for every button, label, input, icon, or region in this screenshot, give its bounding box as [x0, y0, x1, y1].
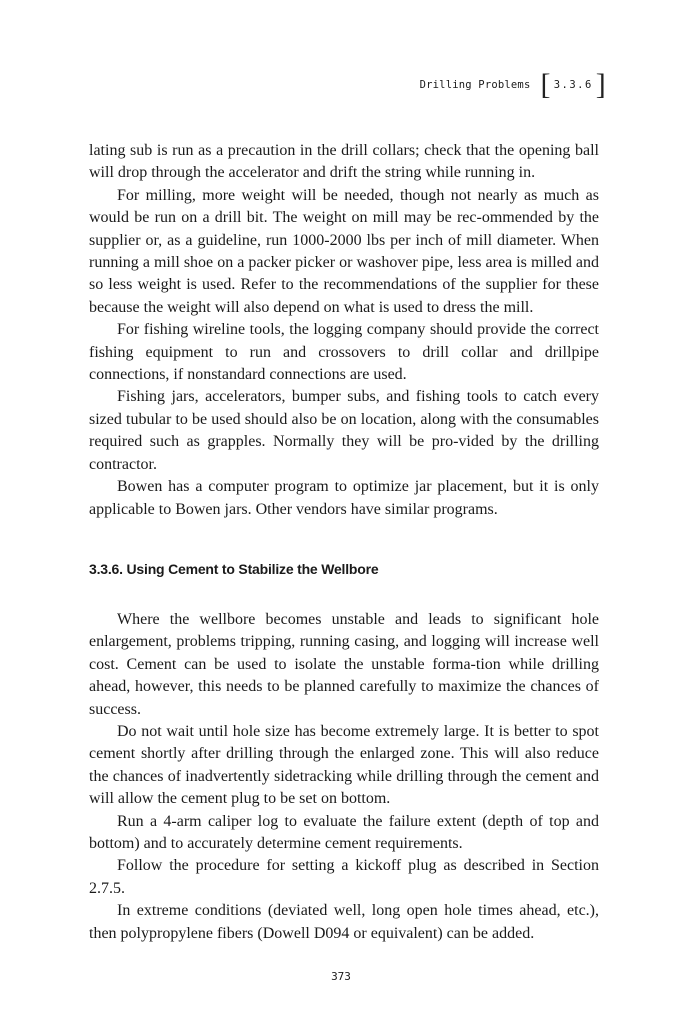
right-bracket: ]	[595, 68, 606, 101]
paragraph: Fishing jars, accelerators, bumper subs, and fishing tools to catch every sized tubular to be used should also be on location, along with the consumables required such as grapples. Normally they will be pro-vided by the drilling contractor.	[89, 388, 599, 473]
paragraph: For fishing wireline tools, the logging company should provide the correct fishing equipment to run and crossovers to drill collar and drillpipe connections, if nonstandard connections are used.	[89, 321, 599, 384]
paragraph: For milling, more weight will be needed, though not nearly as much as would be run on a drill bit. The weight on mill may be rec-ommended by the supplier or, as a guideline, run 1000-2000 lbs per inch of mill diameter. When running a mill shoe on a packer picker or washover pipe, less area is milled and so less weight is used. Refer to the recommendations of the supplier for these because the weight will also depend on what is used to dress the mill.	[89, 186, 599, 316]
section-ref: 3.3.6	[553, 79, 593, 91]
paragraph: Follow the procedure for setting a kickoff plug as described in Section 2.7.5.	[89, 857, 599, 897]
paragraph: lating sub is run as a precaution in the drill collars; check that the opening ball will drop through the accelerator and drift the string while running in.	[89, 142, 599, 182]
paragraph: Do not wait until hole size has become extremely large. It is better to spot cement shortly after drilling through the enlarged zone. This will also reduce the chances of inadvertently sidetracking while drilling through the cement and will allow the cement plug to be set on bottom.	[89, 722, 599, 808]
section-ref-box	[540, 69, 606, 101]
page-number: 373	[331, 970, 351, 983]
running-head	[420, 66, 606, 104]
paragraph: Bowen has a computer program to optimize jar placement, but it is only applicable to Bowen jars. Other vendors have similar programs.	[89, 478, 599, 518]
paragraph: Run a 4-arm caliper log to evaluate the failure extent (depth of top and bottom) and to accurately determine cement requirements.	[89, 812, 599, 852]
paragraph: In extreme conditions (deviated well, long open hole times ahead, etc.), then polypropylene fibers (Dowell D094 or equivalent) can be added.	[89, 902, 599, 942]
left-bracket: [	[540, 68, 551, 101]
running-title: Drilling Problems	[419, 79, 531, 91]
section-heading: 3.3.6. Using Cement to Stabilize the Wellbore	[89, 560, 379, 577]
page-body	[89, 140, 599, 945]
paragraph: Where the wellbore becomes unstable and leads to significant hole enlargement, problems tripping, running casing, and logging will increase well cost. Cement can be used to isolate the unstable forma-tion while drilling ahead, however, this needs to be planned carefully to maximize the chances of success.	[89, 610, 599, 718]
